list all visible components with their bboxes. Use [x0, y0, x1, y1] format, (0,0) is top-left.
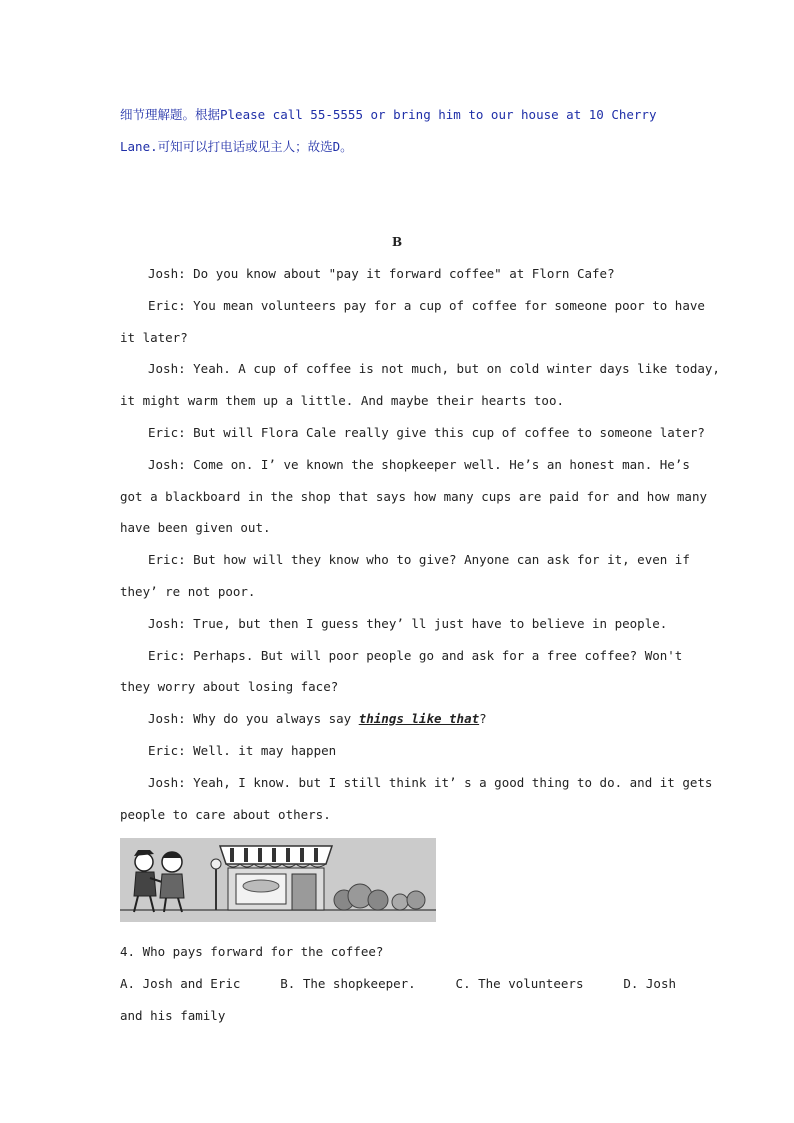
dialogue-line: Josh: Yeah, I know. but I still think it’ s a good thing to do. and it gets [148, 775, 713, 790]
dialogue-line: got a blackboard in the shop that says how many cups are paid for and how many [120, 489, 707, 504]
dialogue-line: they’ re not poor. [120, 584, 256, 599]
answer-options-row [120, 976, 676, 991]
dialogue-line: they worry about losing face? [120, 679, 339, 694]
dialogue-line: Eric: Well. it may happen [148, 743, 337, 758]
explanation-text-1: 细节理解题。根据Please call 55-5555 or bring him to our house at 10 Cherry [120, 107, 657, 122]
emphasized-phrase: things like that [358, 711, 480, 726]
dialogue-line: Josh: Do you know about "pay it forward coffee" at Florn Cafe? [148, 266, 615, 281]
explanation-line-2: Lane.可知可以打电话或见主人；故选D。 [120, 139, 353, 154]
dialogue-line: Eric: You mean volunteers pay for a cup of coffee for someone poor to have [148, 298, 705, 313]
question-mark: ? [479, 711, 487, 726]
dialogue-text: Josh: Why do you always say [148, 711, 359, 726]
question-stem: 4. Who pays forward for the coffee? [120, 944, 384, 959]
dialogue-line: Eric: But how will they know who to give? Anyone can ask for it, even if [148, 552, 690, 567]
dialogue-line: it later? [120, 330, 188, 345]
dialogue-line: Eric: Perhaps. But will poor people go and ask for a free coffee? Won't [148, 648, 683, 663]
dialogue-line [148, 711, 487, 726]
option-b: B. The shopkeeper. [280, 976, 416, 991]
option-d: D. Josh [623, 976, 676, 991]
dialogue-line: Eric: But will Flora Cale really give this cup of coffee to someone later? [148, 425, 705, 440]
dialogue-line: Josh: Yeah. A cup of coffee is not much, but on cold winter days like today, [148, 361, 720, 376]
dialogue-line: Josh: True, but then I guess they’ ll just have to believe in people. [148, 616, 668, 631]
option-a: A. Josh and Eric [120, 976, 241, 991]
explanation-line-1 [120, 105, 676, 123]
cafe-illustration [120, 838, 436, 922]
dialogue-line: people to care about others. [120, 807, 331, 822]
dialogue-line: have been given out. [120, 520, 271, 535]
section-title: B [392, 235, 403, 249]
option-d-continuation: and his family [120, 1008, 226, 1023]
option-c: C. The volunteers [455, 976, 584, 991]
dialogue-line: Josh: Come on. I’ ve known the shopkeeper well. He’s an honest man. He’s [148, 457, 690, 472]
dialogue-line: it might warm them up a little. And maybe their hearts too. [120, 393, 565, 408]
